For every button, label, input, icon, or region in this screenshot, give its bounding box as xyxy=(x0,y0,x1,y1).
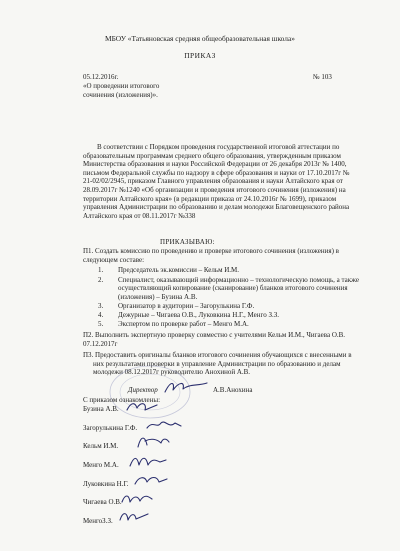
list-item-text: Экспертом по проверке работ – Менго М.А. xyxy=(118,319,249,328)
list-item-text: Организатор в аудитории – Загорулькина Г.Ф. xyxy=(118,302,255,311)
preamble-line: 21-02/02/2945, приказом Главного управления образования и науки Алтайского края от xyxy=(83,177,343,186)
order-subject-line2: сочинения (изложения)». xyxy=(83,91,158,99)
clause-line: 07.12.2017г xyxy=(83,339,118,348)
doc-type-title: ПРИКАЗ xyxy=(184,51,216,60)
signature xyxy=(145,417,183,433)
order-number: № 103 xyxy=(313,73,332,81)
clause-line: П2. Выполнить экспертную проверку совместно с учителями Кельм И.М., Чигаева О.В. xyxy=(83,331,346,339)
preamble-line: территории Алтайского края» (в редакции приказа от 24.10.2016г № 1699), приказом xyxy=(83,194,337,203)
clause-line: следующем составе: xyxy=(83,255,145,264)
clause-line: них результатами проверки в управление Администрации по образованию и делам xyxy=(93,359,341,368)
order-subject-line1: «О проведении итогового xyxy=(83,82,160,90)
signatory-name: Луковкина Н.Г. xyxy=(83,480,129,488)
director-label: Директор xyxy=(128,386,158,394)
list-item-text: Дежурные – Чигаева О.В., Луковкина Н.Г., Менго З.З. xyxy=(118,310,279,319)
director-signature xyxy=(163,378,211,396)
list-item-number: 1. xyxy=(98,266,104,274)
preamble-line: образовательным программам среднего общего образования, утвержденным приказом xyxy=(83,151,341,160)
acquainted-label: С приказом ознакомлены: xyxy=(83,396,161,404)
clause-p2 xyxy=(83,331,373,348)
order-heading: ПРИКАЗЫВАЮ: xyxy=(160,238,215,246)
signatory-name: Бузина А.В. xyxy=(83,405,119,413)
signature xyxy=(125,398,161,414)
signatory-name: Чигаева О.В. xyxy=(83,498,122,506)
signatory-name: Загорулькина Г.Ф. xyxy=(83,424,138,432)
signature xyxy=(118,508,150,524)
preamble-line: Алтайского края от 08.11.2017г №338 xyxy=(83,211,196,220)
signatory-name: Кельм И.М. xyxy=(83,442,119,450)
clause-p1 xyxy=(83,247,373,264)
preamble-line: 28.09.2017г №1240 «Об организации и проведения итогового сочинения (изложения) на xyxy=(83,185,346,194)
list-item-number: 5. xyxy=(98,319,104,328)
list-item xyxy=(98,320,378,329)
list-item-text: осуществляющий копирование (сканирование) бланков итогового сочинения xyxy=(118,284,348,293)
list-item xyxy=(98,302,378,311)
list-item-text: Председатель эк.комиссии – Кельм И.М. xyxy=(118,266,240,274)
clause-line: П3. Предоставить оригиналы бланков итогового сочинения обучающихся с внесенными в xyxy=(83,351,352,359)
clause-line: молодежи 08.12.2017г руководителю Анохиной А.В. xyxy=(93,368,251,377)
list-item xyxy=(98,266,378,275)
signature xyxy=(133,472,169,488)
signatory-name: МенгоЗ.З. xyxy=(83,517,113,525)
list-item xyxy=(98,276,378,302)
signature xyxy=(120,490,154,506)
list-item xyxy=(98,311,378,320)
order-date: 05.12.2016г. xyxy=(83,73,119,81)
commission-list xyxy=(98,266,378,328)
preamble-line: Министерства образования и науки Российской Федерации от 26 декабря 2013г № 1400, xyxy=(83,160,347,169)
clause-line: П1. Создать комиссию по проведению и проверке итогового сочинения (изложения) в xyxy=(83,247,339,255)
director-name: А.В.Анохина xyxy=(213,386,253,394)
signature xyxy=(135,433,171,451)
list-item-number: 2. xyxy=(98,275,104,284)
list-item-number: 4. xyxy=(98,310,104,319)
school-name: МБОУ «Татьяновская средняя общеобразовательная школа» xyxy=(105,34,295,43)
list-item-text: Специалист, оказывающий информационно – технологическую помощь, а также xyxy=(118,275,360,284)
preamble xyxy=(83,143,373,220)
signatory-name: Менго М.А. xyxy=(83,461,119,469)
preamble-line: письмом Федеральной службы по надзору в сфере образования и науки от 17.10.2017г № xyxy=(83,168,350,177)
list-item-number: 3. xyxy=(98,302,104,311)
preamble-line: управления Администрации по образованию и делам молодежи Благовещенского района xyxy=(83,203,350,212)
preamble-line: В соответствии с Порядком проведения государственной итоговой аттестации по xyxy=(97,143,340,151)
list-item-text: (изложения) – Бузина А.В. xyxy=(118,292,198,301)
signature xyxy=(128,452,168,470)
